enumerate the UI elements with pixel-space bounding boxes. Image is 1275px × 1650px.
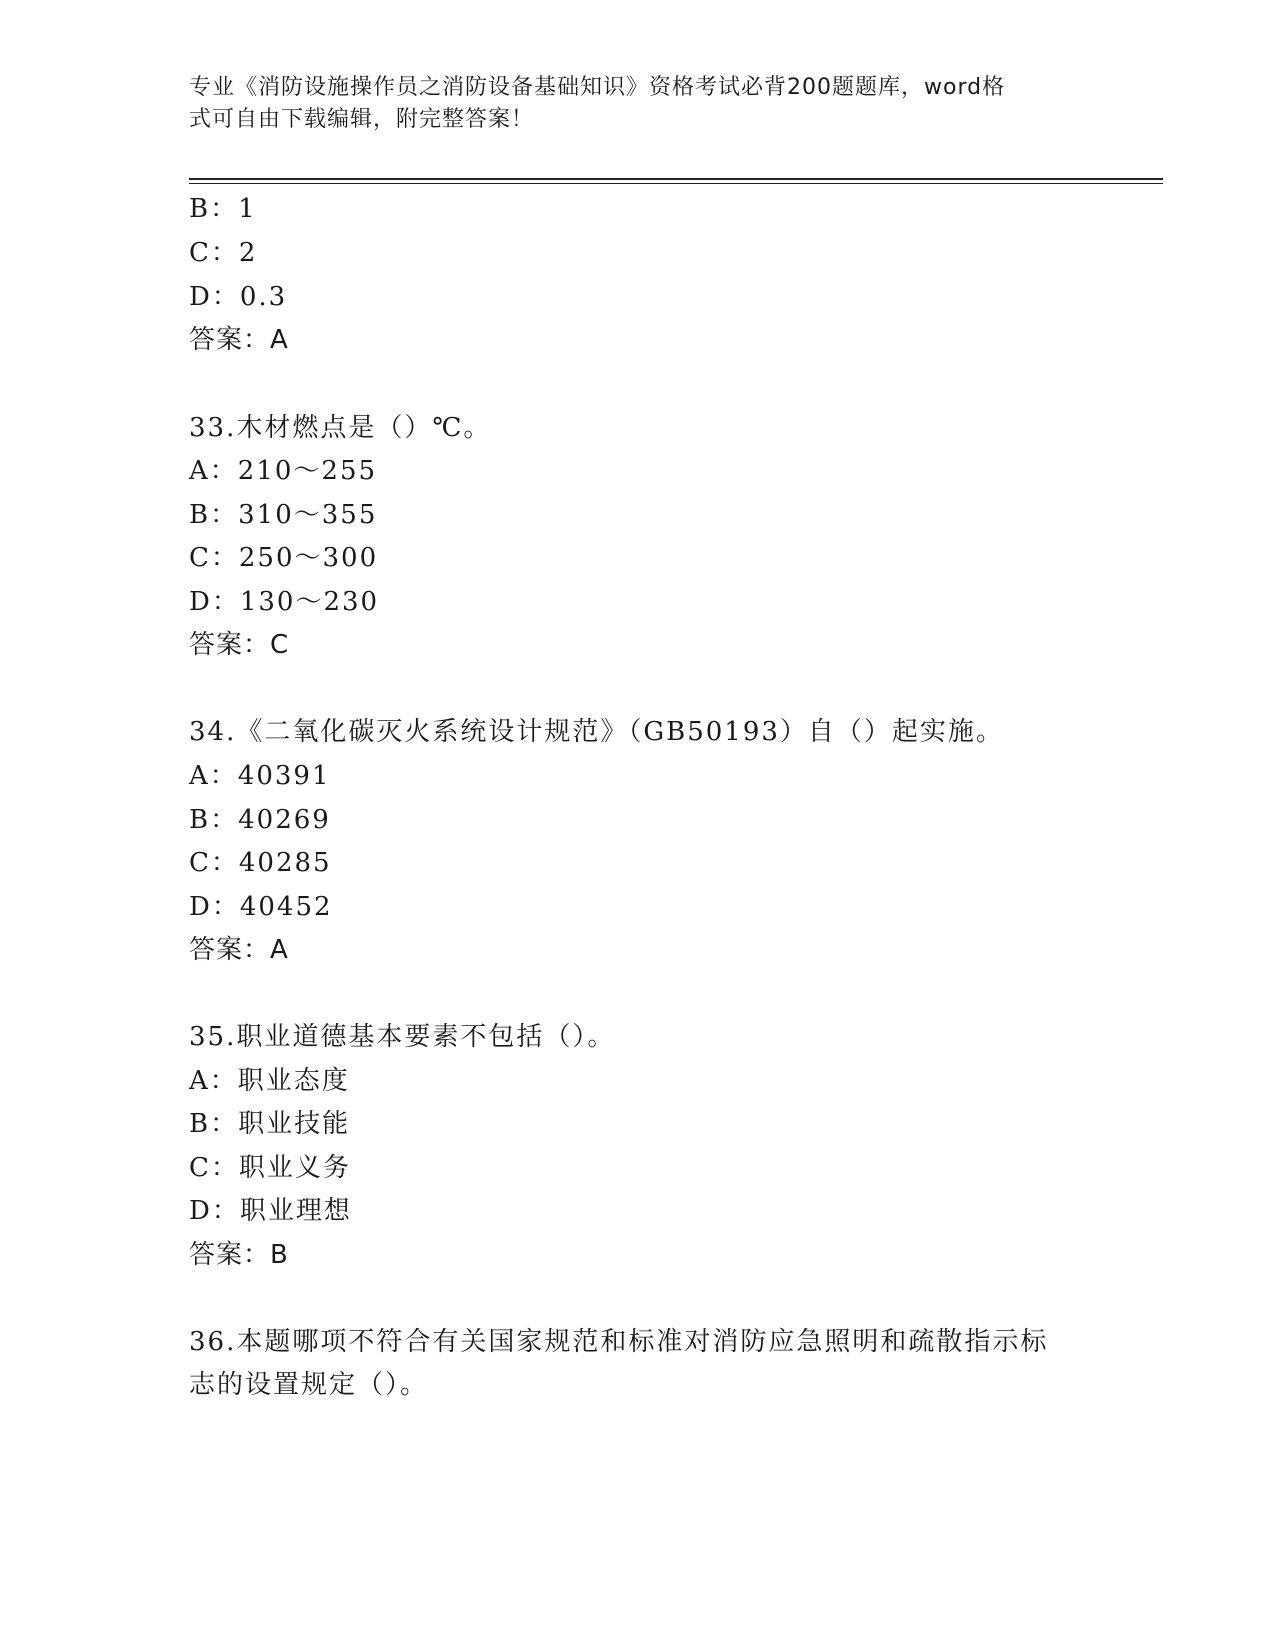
option-c: C：40285	[189, 848, 332, 878]
option-a: A：210～255	[189, 456, 378, 486]
answer: 答案：B	[189, 1240, 289, 1270]
answer: 答案：C	[189, 630, 290, 660]
question-36-line-1: 36.本题哪项不符合有关国家规范和标准对消防应急照明和疏散指示标	[189, 1327, 1049, 1357]
option-d: D：0.3	[189, 282, 288, 312]
option-a: A：40391	[189, 761, 331, 791]
option-b: B：40269	[189, 805, 331, 835]
option-d: D：职业理想	[189, 1196, 352, 1226]
option-b: B：310～355	[189, 500, 378, 530]
header-line-1: 专业《消防设施操作员之消防设备基础知识》资格考试必背200题题库，word格	[189, 75, 1006, 100]
option-b: B：1	[189, 194, 257, 224]
question-35: 35.职业道德基本要素不包括（）。	[189, 1022, 616, 1052]
answer: 答案：A	[189, 325, 289, 355]
option-c: C：职业义务	[189, 1153, 351, 1183]
header-divider-thin	[189, 183, 1163, 184]
option-d: D：40452	[189, 892, 333, 922]
option-d: D：130～230	[189, 587, 380, 617]
option-b: B：职业技能	[189, 1109, 351, 1139]
header-line-2: 式可自由下载编辑，附完整答案！	[189, 107, 535, 132]
option-c: C：250～300	[189, 543, 379, 573]
document-header	[189, 72, 1089, 136]
question-34: 34.《二氧化碳灭火系统设计规范》（GB50193）自（）起实施。	[189, 717, 1004, 747]
option-a: A：职业态度	[189, 1066, 350, 1096]
answer: 答案：A	[189, 935, 289, 965]
option-c: C：2	[189, 238, 258, 268]
header-divider-thick	[189, 178, 1163, 180]
question-36-line-2: 志的设置规定（）。	[189, 1370, 429, 1400]
question-33: 33.木材燃点是（）℃。	[189, 413, 492, 443]
